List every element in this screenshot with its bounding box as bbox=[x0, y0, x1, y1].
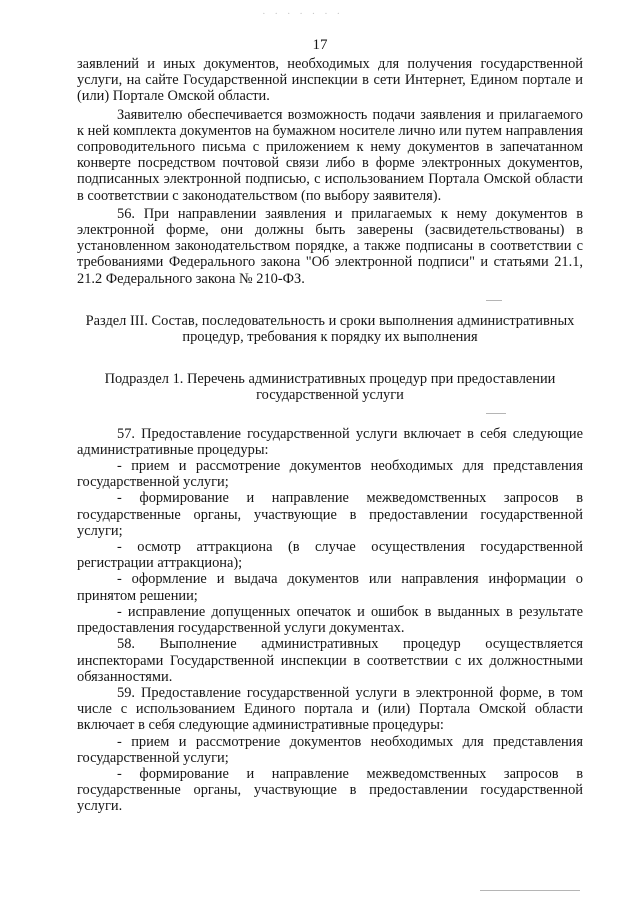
paragraph: заявлений и иных документов, необходимых для получения государственной услуги, на сайте Государственной инспекции в сети Интернет, Едином портале и (или) Портале Омской области. bbox=[77, 56, 583, 105]
list-item: - исправление допущенных опечаток и ошибок в выданных в результате предоставления государственной услуги документах. bbox=[77, 603, 583, 637]
scan-mark bbox=[480, 890, 580, 891]
list-item: - оформление и выдача документов или направления информации о принятом решении; bbox=[77, 571, 583, 604]
paragraph: 58. Выполнение административных процедур осуществляется инспекторами Государственной инспекции в соответствии с их должностными обязанностями. bbox=[77, 636, 583, 685]
faint-stamp-mark: · · · · · · · bbox=[262, 8, 344, 20]
paragraph: 59. Предоставление государственной услуги в электронной форме, в том числе с использованием Единого портала и (или) Портала Омской области включает в себя следующие административные процедуры: bbox=[77, 684, 583, 734]
paragraph: 56. При направлении заявления и прилагаемых к нему документов в электронной форме, они должны быть заверены (засвидетельствованы) в установленном законодательством порядке, а также подписаны в соответствии с требованиями Федерального закона "Об электронной подписи" и статьями 21.1, 21.2 Федерального закона № 210-ФЗ. bbox=[77, 205, 583, 287]
list-item: - прием и рассмотрение документов необходимых для представления государственной услуги; bbox=[77, 733, 583, 766]
document-body bbox=[77, 56, 583, 815]
list-item: - осмотр аттракциона (в случае осуществления государственной регистрации аттракциона); bbox=[77, 539, 583, 572]
page-number: 17 bbox=[312, 37, 328, 53]
list-item: - формирование и направление межведомственных запросов в государственные органы, участвующие в предоставлении государственной услуги. bbox=[77, 765, 583, 815]
subsection-heading: Подраздел 1. Перечень административных процедур при предоставлении государственной услуги bbox=[104, 371, 556, 404]
scan-mark bbox=[486, 300, 502, 301]
scan-mark bbox=[486, 413, 506, 414]
paragraph: 57. Предоставление государственной услуги включает в себя следующие административные процедуры: bbox=[77, 425, 583, 458]
paragraph: Заявителю обеспечивается возможность подачи заявления и прилагаемого к ней комплекта документов на бумажном носителе лично или путем направления сопроводительного письма с приложением к нему документов в запечатанном конверте посредством почтовой связи либо в форме электронных документов, подписанных электронной подписью, с использованием Портала Омской области в соответствии с законодательством (по выбору заявителя). bbox=[77, 106, 583, 204]
list-item: - прием и рассмотрение документов необходимых для представления государственной услуги; bbox=[77, 458, 583, 491]
list-item: - формирование и направление межведомственных запросов в государственные органы, участвующие в предоставлении государственной услуги; bbox=[77, 490, 583, 539]
section-heading: Раздел III. Состав, последовательность и сроки выполнения административных процедур, требования к порядку их выполнения bbox=[85, 312, 575, 346]
